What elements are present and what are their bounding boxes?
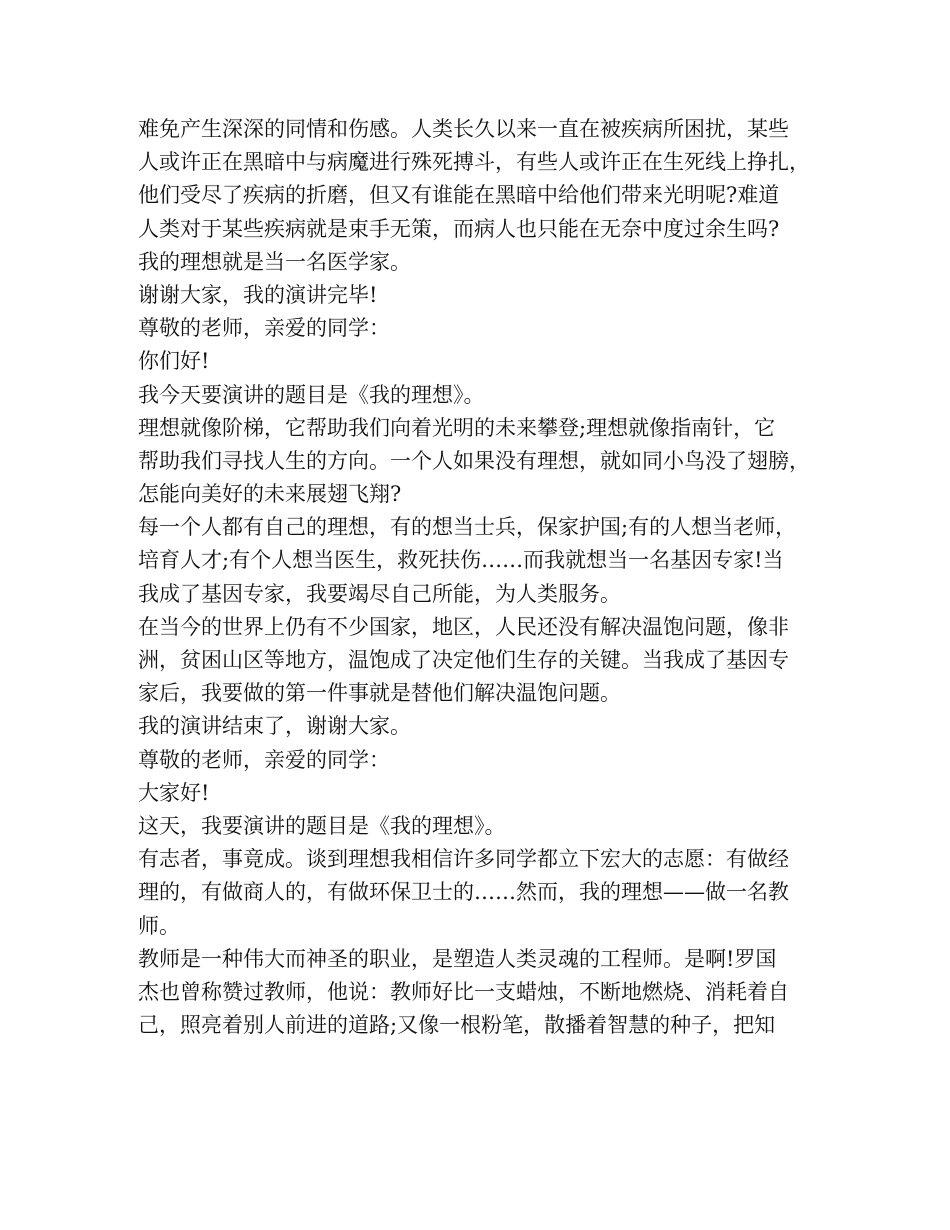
text-line: 谢谢大家，我的演讲完毕!	[138, 282, 378, 307]
text-line: 尊敬的老师，亲爱的同学：	[138, 316, 390, 341]
text-line: 人类对于某些疾病就是束手无策，而病人也只能在无奈中度过余生吗?	[138, 216, 780, 241]
text-line: 理的，有做商人的，有做环保卫士的……然而，我的理想——做一名教	[138, 880, 789, 905]
text-line: 帮助我们寻找人生的方向。一个人如果没有理想，就如同小鸟没了翅膀，	[138, 448, 810, 473]
text-line: 怎能向美好的未来展翅飞翔?	[138, 482, 402, 507]
text-line: 有志者，事竟成。谈到理想我相信许多同学都立下宏大的志愿：有做经	[138, 847, 789, 872]
text-line: 你们好!	[138, 349, 210, 374]
text-line: 师。	[138, 913, 180, 938]
text-line: 难免产生深深的同情和伤感。人类长久以来一直在被疾病所困扰，某些	[138, 117, 789, 141]
text-line: 培育人才;有个人想当医生，救死扶伤……而我就想当一名基因专家!当	[138, 548, 784, 573]
text-line: 杰也曾称赞过教师，他说：教师好比一支蜡烛，不断地燃烧、消耗着自	[138, 979, 789, 1004]
text-line: 尊敬的老师，亲爱的同学：	[138, 747, 390, 772]
text-line: 理想就像阶梯，它帮助我们向着光明的未来攀登;理想就像指南针，它	[138, 415, 776, 440]
text-line: 他们受尽了疾病的折磨，但又有谁能在黑暗中给他们带来光明呢?难道	[138, 183, 780, 208]
text-line: 大家好!	[138, 780, 210, 805]
text-line: 人或许正在黑暗中与病魔进行殊死搏斗，有些人或许正在生死线上挣扎，	[138, 150, 810, 175]
text-line: 这天，我要演讲的题目是《我的理想》。	[138, 813, 506, 838]
text-line: 我今天要演讲的题目是《我的理想》。	[138, 382, 485, 407]
text-line: 我成了基因专家，我要竭尽自己所能，为人类服务。	[138, 581, 621, 606]
text-line: 洲，贫困山区等地方，温饱成了决定他们生存的关键。当我成了基因专	[138, 648, 789, 672]
text-line: 在当今的世界上仍有不少国家，地区，人民还没有解决温饱问题，像非	[138, 614, 789, 639]
body-text	[138, 113, 828, 1042]
text-line: 家后，我要做的第一件事就是替他们解决温饱问题。	[138, 681, 621, 706]
text-line: 我的演讲结束了，谢谢大家。	[138, 714, 411, 739]
text-line: 每一个人都有自己的理想，有的想当士兵，保家护国;有的人想当老师，	[138, 515, 797, 540]
text-line: 我的理想就是当一名医学家。	[138, 249, 411, 274]
text-line: 己，照亮着别人前进的道路;又像一根粉笔，散播着智慧的种子，把知	[138, 1013, 776, 1038]
text-line: 教师是一种伟大而神圣的职业，是塑造人类灵魂的工程师。是啊!罗国	[138, 946, 777, 971]
